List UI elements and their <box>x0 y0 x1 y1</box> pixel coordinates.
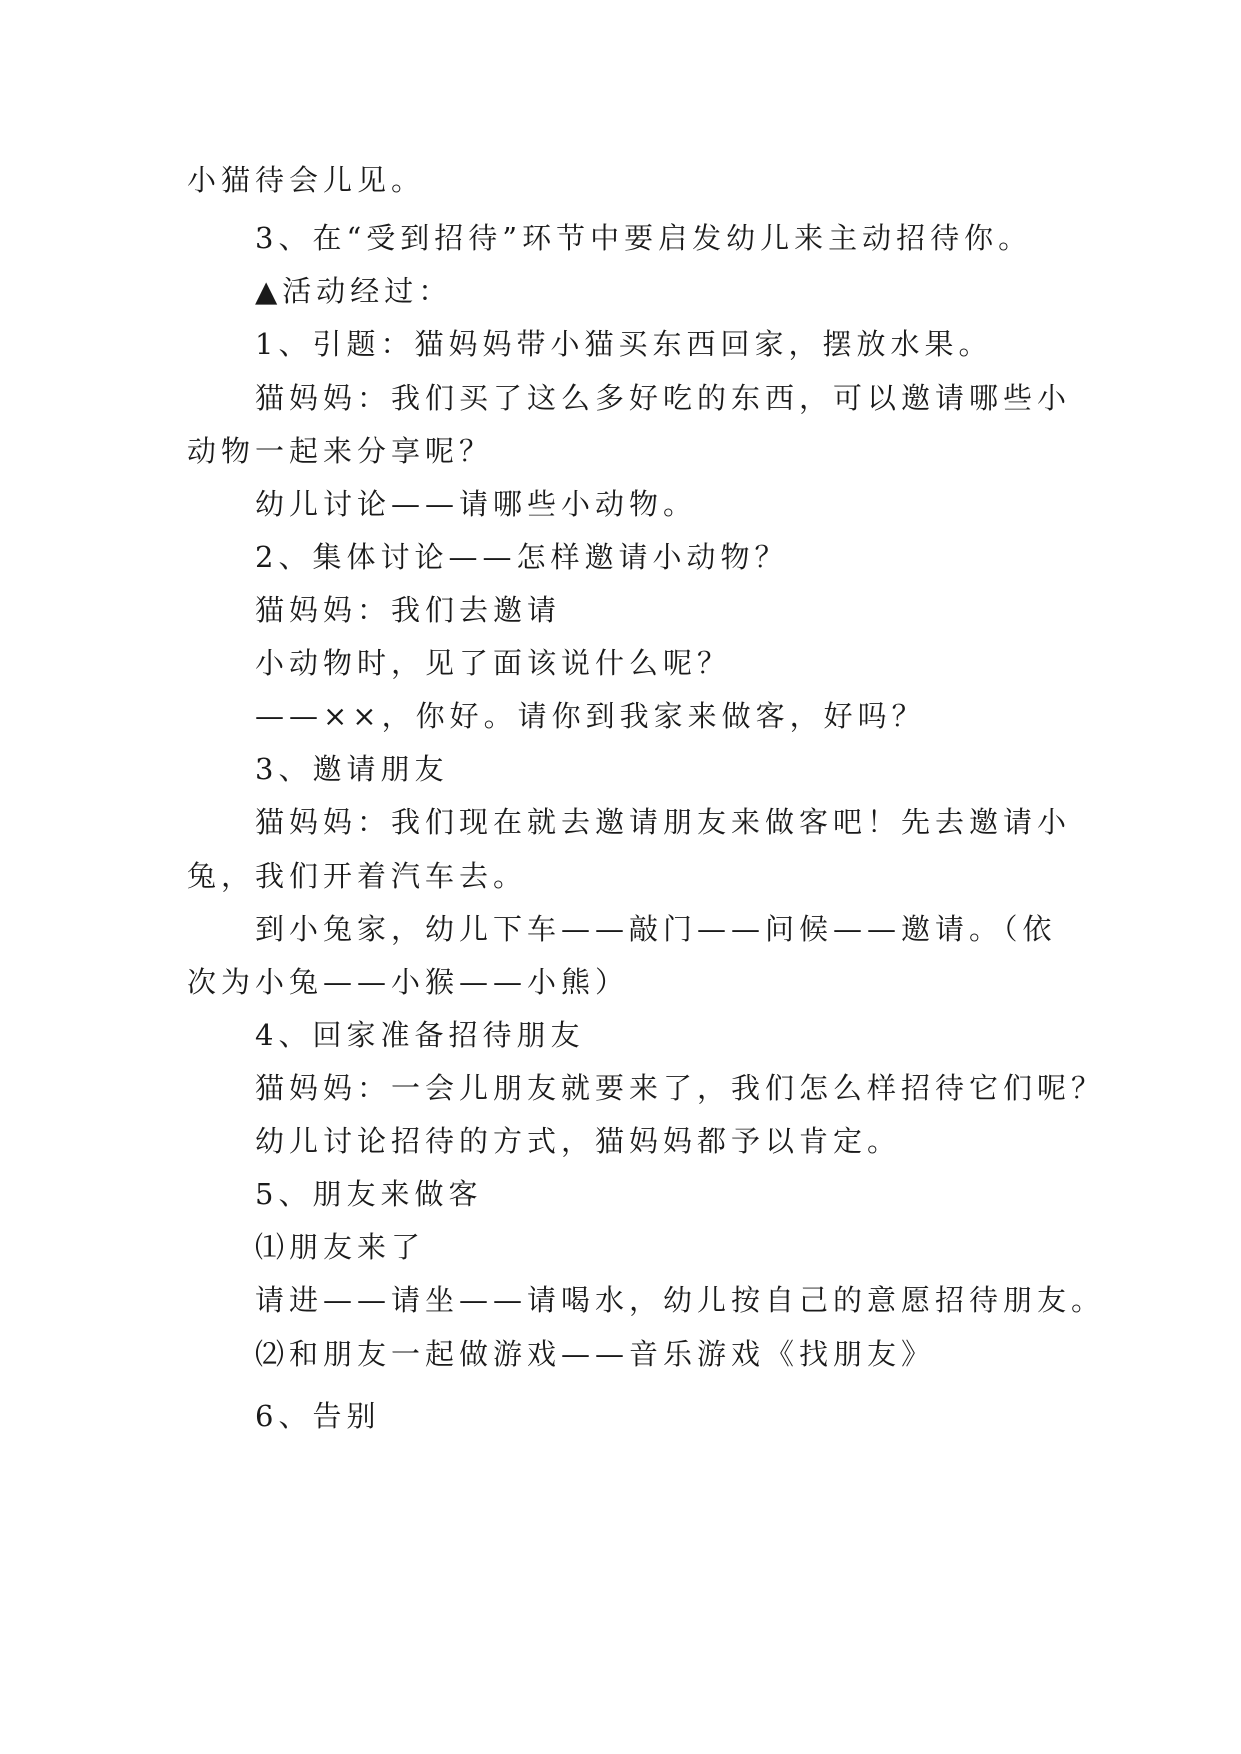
text-line: 3、邀请朋友 <box>255 752 449 786</box>
text-line: ——××，你好。请你到我家来做客，好吗？ <box>255 699 926 733</box>
text-line: 幼儿讨论招待的方式，猫妈妈都予以肯定。 <box>255 1124 902 1158</box>
text-line: 次为小兔——小猴——小熊） <box>187 965 630 999</box>
text-line: 1、引题：猫妈妈带小猫买东西回家，摆放水果。 <box>255 327 993 361</box>
text-line: 6、告别 <box>255 1399 381 1433</box>
text-line: 2、集体讨论——怎样邀请小动物？ <box>255 540 789 574</box>
text-line: 猫妈妈：我们买了这么多好吃的东西，可以邀请哪些小 <box>255 381 1072 415</box>
text-line: ⑵和朋友一起做游戏——音乐游戏《找朋友》 <box>255 1337 936 1371</box>
text-line: ⑴朋友来了 <box>255 1230 426 1264</box>
text-line: 4、回家准备招待朋友 <box>255 1018 585 1052</box>
text-line: 猫妈妈：一会儿朋友就要来了，我们怎么样招待它们呢？ <box>255 1071 1106 1105</box>
text-line: 猫妈妈：我们现在就去邀请朋友来做客吧！先去邀请小 <box>255 805 1072 839</box>
text-line: 兔，我们开着汽车去。 <box>187 859 528 893</box>
text-line: 小动物时，见了面该说什么呢？ <box>255 646 732 680</box>
text-line: 小猫待会儿见。 <box>187 163 426 197</box>
text-line: 5、朋友来做客 <box>255 1177 483 1211</box>
text-line: 请进——请坐——请喝水，幼儿按自己的意愿招待朋友。 <box>255 1283 1106 1317</box>
text-line: 3、在“受到招待”环节中要启发幼儿来主动招待你。 <box>255 221 1033 255</box>
text-line: 猫妈妈：我们去邀请 <box>255 593 562 627</box>
text-line: ▲活动经过： <box>255 274 453 308</box>
text-line: 动物一起来分享呢？ <box>187 434 494 468</box>
text-line: 到小兔家，幼儿下车——敲门——问候——邀请。（依 <box>255 912 1057 946</box>
text-line: 幼儿讨论——请哪些小动物。 <box>255 487 698 521</box>
